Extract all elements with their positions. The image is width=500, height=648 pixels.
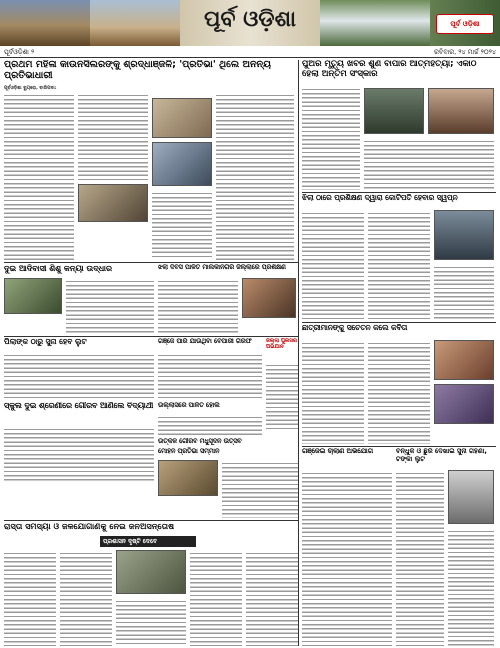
story-madhusudan-headline: ଉତ୍କଳ ଗୌରବ ମଧୁସୂଦନ ଉତ୍ସବ xyxy=(158,438,242,445)
story-gold-kids-text xyxy=(4,352,154,400)
story-ganja-text xyxy=(158,352,262,400)
rule-3 xyxy=(4,336,298,337)
story-complaint-headline: ଗଞ୍ଜେଇ ଚାଲାଣ ଅଭିଯୋଗ xyxy=(302,448,373,455)
lead-text-col1 xyxy=(4,92,74,260)
story-robbery-headline: ବନ୍ଧୁକ ଓ ଛୁରି ଦେଖାଇ ସୁନା ଗହଣା, ଟଙ୍କା ଲୁଟ xyxy=(396,448,487,463)
story-awareness-photo-2 xyxy=(434,384,494,424)
story-madhusudan xyxy=(158,438,298,518)
story-awareness-text-col1 xyxy=(302,340,364,444)
lead-text-col2 xyxy=(78,92,148,180)
story-father-photo-son xyxy=(364,88,424,134)
story-road-headline: ରାସ୍ତା ସମସ୍ୟା ଓ ଜଳଯୋଗାଣକୁ ନେଇ ଜନଅସନ୍ତୋଷ xyxy=(4,522,175,531)
story-girls-awareness xyxy=(302,324,496,444)
story-robbery-photo xyxy=(448,470,494,524)
masthead-photo-temple xyxy=(0,0,90,46)
story-training-photo xyxy=(242,278,296,318)
lead-byline: ପୂର୍ବଓଡ଼ିଶା ବ୍ୟୁରୋ, ବାରିପଦା: xyxy=(4,86,57,91)
newspaper-logo: ପୂର୍ବ ଓଡ଼ିଶା xyxy=(436,14,494,34)
story-road-text-col5 xyxy=(246,550,298,646)
story-robbery-text-col2 xyxy=(448,528,494,646)
newspaper-title: ପୂର୍ବ ଓଡ଼ିଶା xyxy=(204,6,296,32)
column-rule-bottom xyxy=(298,410,299,646)
story-tribal-girls xyxy=(4,264,154,334)
story-father-text-col1 xyxy=(302,86,360,190)
story-tribal-text xyxy=(66,278,154,334)
story-holi-headline: ଉଲ୍ଲାସରେ ପାଳିତ ହୋଲି xyxy=(158,402,220,409)
story-ganja-trader xyxy=(158,338,262,400)
masthead-banner xyxy=(0,0,500,46)
story-madhusudan-subhead: ମୋହନ ପ୍ରତିଭା ସମ୍ମାନ xyxy=(158,448,220,455)
story-road-text-col3 xyxy=(116,598,186,646)
story-robbery-text-col1 xyxy=(396,470,444,646)
masthead-photo-waterfall xyxy=(320,0,430,46)
lead-photo-3 xyxy=(152,142,212,186)
story-holi xyxy=(158,402,262,436)
story-road-text-col2 xyxy=(60,550,112,646)
story-road-subhead-1: ପ୍ରଶାସନ ଦୃଷ୍ଟି ଦେବେ xyxy=(100,536,196,547)
story-training-headline: ଝିଲା ଦିବସ ପାଳିତ ମାଲକାନଗିରି ଜିଲ୍ଲାରେ ପ୍ରଶିକ୍ଷଣ xyxy=(158,264,286,271)
story-father-photo-father xyxy=(428,88,494,134)
story-school-glory xyxy=(4,402,154,482)
issue-date: ରବିବାର, ୨୪ ମାର୍ଚ୍ଚ ୨୦୨୪ xyxy=(433,48,496,56)
rule-1 xyxy=(4,262,298,263)
lead-story xyxy=(4,60,296,260)
story-holi-text xyxy=(158,414,262,436)
story-millionaire-text-col3 xyxy=(434,264,494,320)
story-millionaire-text-col1 xyxy=(302,210,364,320)
lead-photo-1 xyxy=(152,98,212,138)
story-ganja-complaint xyxy=(302,448,392,646)
story-father-suicide xyxy=(302,60,496,190)
story-gun-robbery xyxy=(396,448,496,646)
story-tribal-headline: ଦୁଇ ଆଦିବାସୀ ଶିଶୁ କନ୍ୟା ଉଦ୍ଧାର xyxy=(4,264,113,273)
story-gold-kids-headline: ପିଲାଙ୍କ ଠାରୁ ସୁନା ହେବ ଲୁଟ xyxy=(4,338,87,346)
lead-photo-2 xyxy=(78,184,148,222)
story-awareness-photo-1 xyxy=(434,340,494,380)
story-madhusudan-photo xyxy=(158,460,218,496)
story-road-text-col1 xyxy=(4,550,56,646)
story-road-photo xyxy=(116,550,186,594)
lead-text-col4 xyxy=(152,190,212,260)
story-training-text xyxy=(158,278,238,334)
story-tribal-photo xyxy=(4,278,62,314)
rule-6 xyxy=(302,446,496,447)
story-school-headline: ସ୍କୁଲ ଦୁଇ ଶ୍ରେଣୀରେ ଗୌରବ ଆଣିଲେ ବିଦ୍ୟାର୍ଥୀ xyxy=(4,402,154,410)
story-gold-loot-kids xyxy=(4,338,154,400)
rule-4 xyxy=(302,322,496,323)
dateline xyxy=(0,46,500,58)
story-awareness-headline: ଛାତ୍ରୀମାନଙ୍କୁ ସଚେତନ କଲେ କବିତା xyxy=(302,324,408,332)
story-training xyxy=(158,264,298,334)
page-number: ପୂର୍ବଓଡ଼ିଶା ୨ xyxy=(4,48,35,56)
story-millionaire-text-col2 xyxy=(368,210,430,320)
story-complaint-text xyxy=(302,470,392,646)
story-millionaire xyxy=(302,194,496,320)
story-school-text xyxy=(4,426,154,482)
story-road-text-col4 xyxy=(190,550,242,646)
story-millionaire-photo xyxy=(434,210,494,260)
story-police-headline: ଜିଲ୍ଲା ପୁଲିସର ଅଭିଯାନ xyxy=(266,338,297,351)
lead-headline: ପ୍ରଥମ ମହିଳା କାଉନସିଲରଙ୍କୁ ଶ୍ରଦ୍ଧାଞ୍ଜଳି; 'ପ୍ରତିଭା' ଥିଲେ ଅନନ୍ୟ ପ୍ରତିଭାଧାରୀ xyxy=(4,60,271,81)
story-police-text xyxy=(266,362,298,430)
story-ganja-headline: ଗଞ୍ଜେ ପାରି ଯାଉଥିବା ବେପାରୀ ଗିରଫ xyxy=(158,338,252,345)
column-rule-main xyxy=(298,60,299,410)
story-madhusudan-text xyxy=(222,460,298,518)
story-father-headline: ପୁଅର ମୃତ୍ୟୁ ଖବର ଶୁଣି ବାପାର ଆତ୍ମହତ୍ୟା; ଏକାଠି ହେଲା ଅନ୍ତିମ ସଂସ୍କାର xyxy=(302,60,477,79)
masthead-photo-monument xyxy=(90,0,180,46)
story-father-text-col2 xyxy=(364,138,494,190)
story-road-water xyxy=(4,522,298,646)
story-awareness-text-col2 xyxy=(368,340,430,444)
lead-text-col3 xyxy=(216,92,294,260)
rule-2 xyxy=(302,192,496,193)
rule-5 xyxy=(4,520,298,521)
story-police-drive xyxy=(266,338,298,430)
story-millionaire-headline: ଝିଲା ଠାରେ ପ୍ରଶିକ୍ଷଣ ଦ୍ୱାରା କୋଟିପତି ହେବାର ସ୍ୱପ୍ନ xyxy=(302,194,458,202)
